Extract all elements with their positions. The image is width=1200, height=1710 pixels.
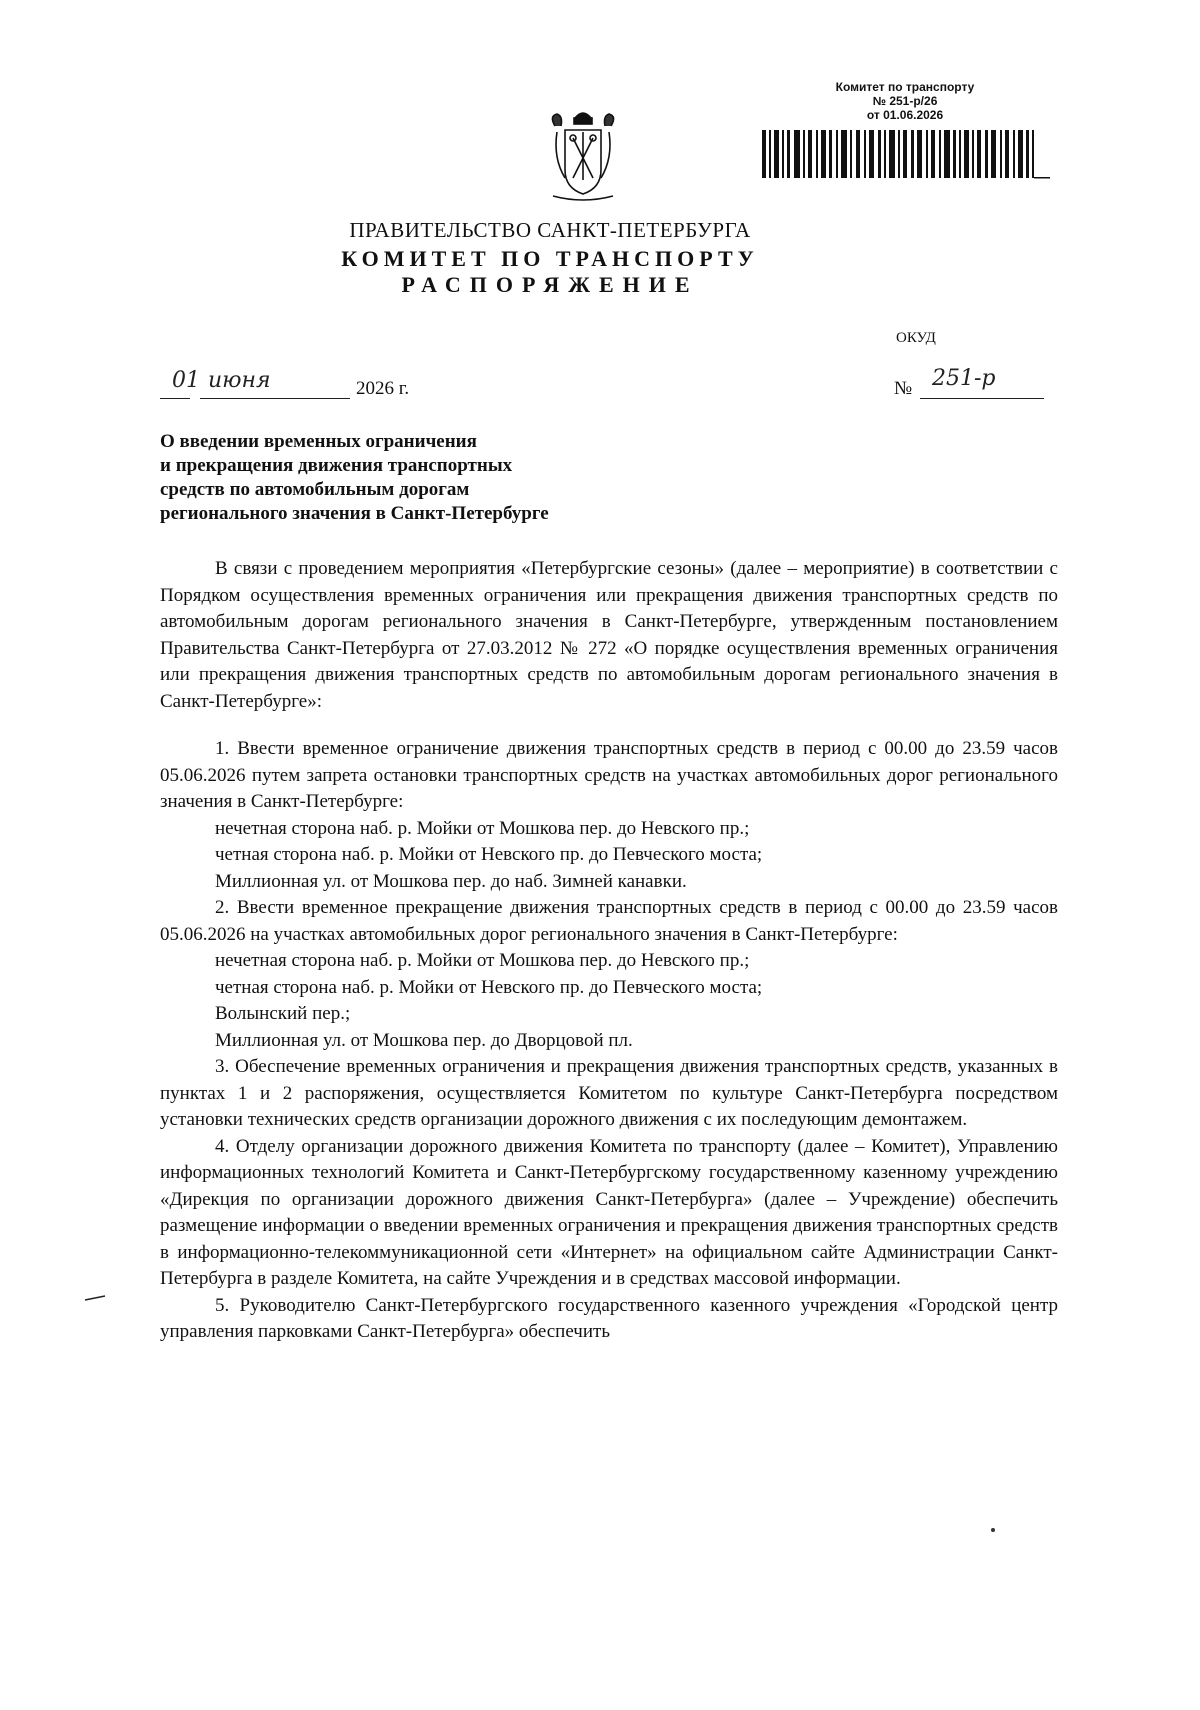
subject-line: и прекращения движения транспортных: [160, 455, 513, 476]
preamble-paragraph: В связи с проведением мероприятия «Петербургские сезоны» (далее – мероприятие) в соответствии с Порядком осуществления временных ограничения или прекращения движения транспортных средств по автомобильным дорогам регионального значения в Санкт-Петербурге, утвержденным постановлением Правительства Санкт-Петербурга от 27.03.2012 № 272 «О порядке осуществления временных ограничения или прекращения движения транспортных средств по автомобильным дорогам регионального значения в Санкт-Петербурге»:: [160, 558, 1058, 712]
handwritten-number: 251-р: [932, 366, 996, 391]
item-2-list-entry: Волынский пер.;: [215, 1003, 351, 1024]
subject-line: О введении временных ограничения: [160, 431, 477, 452]
item-1-paragraph: 1. Ввести временное ограничение движения транспортных средств в период с 00.00 до 23.59 часов 05.06.2026 путем запрета остановки транспортных средств на участках автомобильных дорог регионального значения в Санкт-Петербурге:: [160, 738, 1058, 812]
document-subject: [160, 430, 680, 526]
number-label: №: [894, 378, 913, 399]
item-2-paragraph: 2. Ввести временное прекращение движения транспортных средств в период с 00.00 до 23.59 часов 05.06.2026 на участках автомобильных дорог регионального значения в Санкт-Петербурге:: [160, 897, 1058, 945]
date-year: 2026 г.: [356, 378, 410, 399]
coat-of-arms-icon: [545, 108, 621, 204]
item-5-paragraph: 5. Руководителю Санкт-Петербургского государственного казенного учреждения «Городской центр управления парковками Санкт-Петербурга» обеспечить: [160, 1294, 1058, 1342]
government-title: ПРАВИТЕЛЬСТВО САНКТ-ПЕТЕРБУРГА: [349, 218, 751, 242]
item-2-list-entry: нечетная сторона наб. р. Мойки от Мошкова пер. до Невского пр.;: [215, 950, 750, 971]
item-1-list-entry: нечетная сторона наб. р. Мойки от Мошкова пер. до Невского пр.;: [215, 817, 750, 839]
margin-pen-mark: [84, 1294, 106, 1302]
handwritten-month: июня: [208, 368, 271, 393]
subject-line: средств по автомобильным дорогам: [160, 479, 470, 500]
date-number-row: [160, 366, 1050, 406]
item-2-list-entry: Миллионная ул. от Мошкова пер. до Дворцовой пл.: [215, 1029, 633, 1051]
document-body: [160, 556, 1058, 1346]
item-1-list-entry: Миллионная ул. от Мошкова пер. до наб. Зимней канавки.: [215, 870, 687, 892]
subject-line: регионального значения в Санкт-Петербурге: [160, 503, 549, 524]
okud-label: ОКУД: [896, 330, 936, 346]
item-2-list-entry: четная сторона наб. р. Мойки от Невского пр. до Певческого моста;: [215, 976, 763, 998]
item-3-paragraph: 3. Обеспечение временных ограничения и прекращения движения транспортных средств, указанных в пунктах 1 и 2 распоряжения, осуществляется Комитетом по культуре Санкт-Петербурга посредством установки технических средств организации дорожного движения с их последующим демонтажем.: [160, 1056, 1058, 1130]
item-1-list-entry: четная сторона наб. р. Мойки от Невского пр. до Певческого моста;: [215, 844, 763, 865]
handwritten-day: 01: [172, 368, 200, 393]
barcode: [760, 128, 1050, 180]
margin-dot-mark: [991, 1528, 995, 1532]
committee-title: КОМИТЕТ ПО ТРАНСПОРТУ: [341, 246, 759, 271]
registration-stamp: [760, 80, 1050, 122]
stamp-line-3: от 01.06.2026: [866, 108, 944, 122]
item-4-paragraph: 4. Отделу организации дорожного движения Комитета по транспорту (далее – Комитет), Управлению информационных технологий Комитета и Санкт-Петербургскому государственному казенному учреждению «Дирекция по организации дорожного движения Санкт-Петербурга» (далее – Учреждение) обеспечить размещение информации о введении временных ограничения и прекращения движения транспортных средств в информационно-телекоммуникационной сети «Интернет» на официальном сайте Администрации Санкт-Петербурга в разделе Комитета, на сайте Учреждения и в средствах массовой информации.: [160, 1135, 1058, 1289]
document-type: РАСПОРЯЖЕНИЕ: [401, 272, 699, 297]
stamp-line-2: № 251-р/26: [872, 94, 938, 108]
stamp-line-1: Комитет по транспорту: [835, 80, 975, 94]
